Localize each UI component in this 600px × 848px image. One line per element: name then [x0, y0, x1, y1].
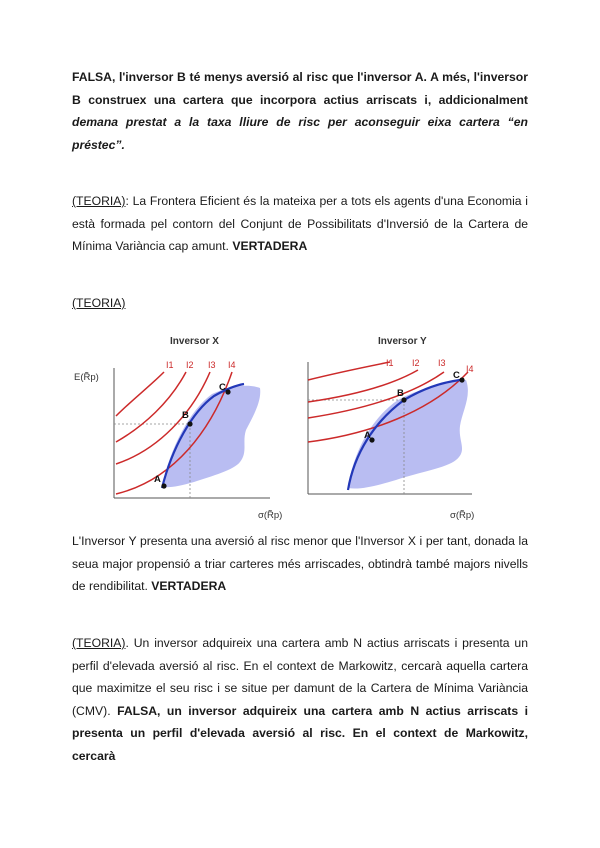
figure-y-xlabel: σ(R̃p) [450, 510, 475, 521]
point-label-c: C [219, 382, 226, 393]
paragraph-teoria-1 [72, 190, 528, 258]
point-label-a: A [154, 474, 161, 485]
teoria-text: . Un inversor adquireix una cartera amb N actius arriscats i presenta un perfil d'elevada aversió al risc. En el context de Markowitz, cercarà aquella cartera que maximitze el seu risc i se situe per damunt de la Cartera de Mínima Variància (CMV). [72, 636, 528, 718]
answer-1-bold: FALSA, l'inversor B té menys aversió al risc que l'inversor A. A més, l'inversor B construex una cartera que incorpora actius arriscats i, addicionalment [72, 70, 528, 107]
paragraph-teoria-2 [72, 292, 528, 315]
curve-label-i4: I4 [466, 364, 474, 374]
curve-label-i3: I3 [208, 360, 216, 370]
verdict-label: VERTADERA [232, 239, 308, 253]
verdict-label: FALSA, un inversor adquireix una cartera amb N actius arriscats i presenta un perfil d'elevada aversió al risc. En el context de Markowitz, cercarà [72, 703, 528, 763]
curve-label-i2: I2 [186, 360, 194, 370]
statement-text: L'Inversor Y presenta una aversió al risc menor que l'Inversor X i per tant, donada la seua major propensió a triar carteres més arriscades, obtindrà també majors nivells de rendibilitat. [72, 534, 528, 593]
figure-x-xlabel: σ(R̃p) [258, 510, 282, 521]
curve-label-i3: I3 [438, 358, 446, 368]
indifference-curve-i1 [116, 372, 164, 416]
point-label-a: A [364, 430, 371, 441]
figure-x-title: Inversor X [170, 336, 219, 347]
teoria-text: : La Frontera Eficient és la mateixa per a tots els agents d'una Economia i està formada pel contorn del Conjunt de Possibilitats d'Inversió de la Cartera de Mínima Variància cap amunt. [72, 194, 528, 253]
indifference-curve-i1 [308, 362, 390, 380]
figure-y-title: Inversor Y [378, 336, 427, 347]
point-c [225, 389, 230, 394]
figure-inversor-x [62, 330, 282, 525]
teoria-label: (TEORIA) [72, 636, 126, 650]
point-label-b: B [182, 410, 189, 421]
point-b [187, 421, 192, 426]
paragraph-statement-3 [72, 530, 528, 598]
possibility-set-region [162, 386, 260, 487]
verdict-label: VERTADERA [151, 579, 227, 593]
answer-1-italic: demana prestat a la taxa lliure de risc per aconseguir eixa cartera “en préstec”. [72, 115, 528, 152]
point-label-c: C [453, 370, 460, 381]
teoria-label: (TEORIA) [72, 296, 126, 310]
figure-x-ylabel: E(R̃p) [74, 372, 99, 383]
point-label-b: B [397, 388, 404, 399]
paragraph-answer-1 [72, 66, 528, 156]
paragraph-teoria-3 [72, 632, 528, 767]
curve-label-i1: I1 [166, 360, 174, 370]
curve-label-i1: I1 [386, 358, 394, 368]
curve-label-i4: I4 [228, 360, 236, 370]
teoria-label: (TEORIA) [72, 194, 126, 208]
point-a [161, 483, 166, 488]
point-c [459, 377, 464, 382]
figure-inversor-y [300, 330, 490, 525]
curve-label-i2: I2 [412, 358, 420, 368]
